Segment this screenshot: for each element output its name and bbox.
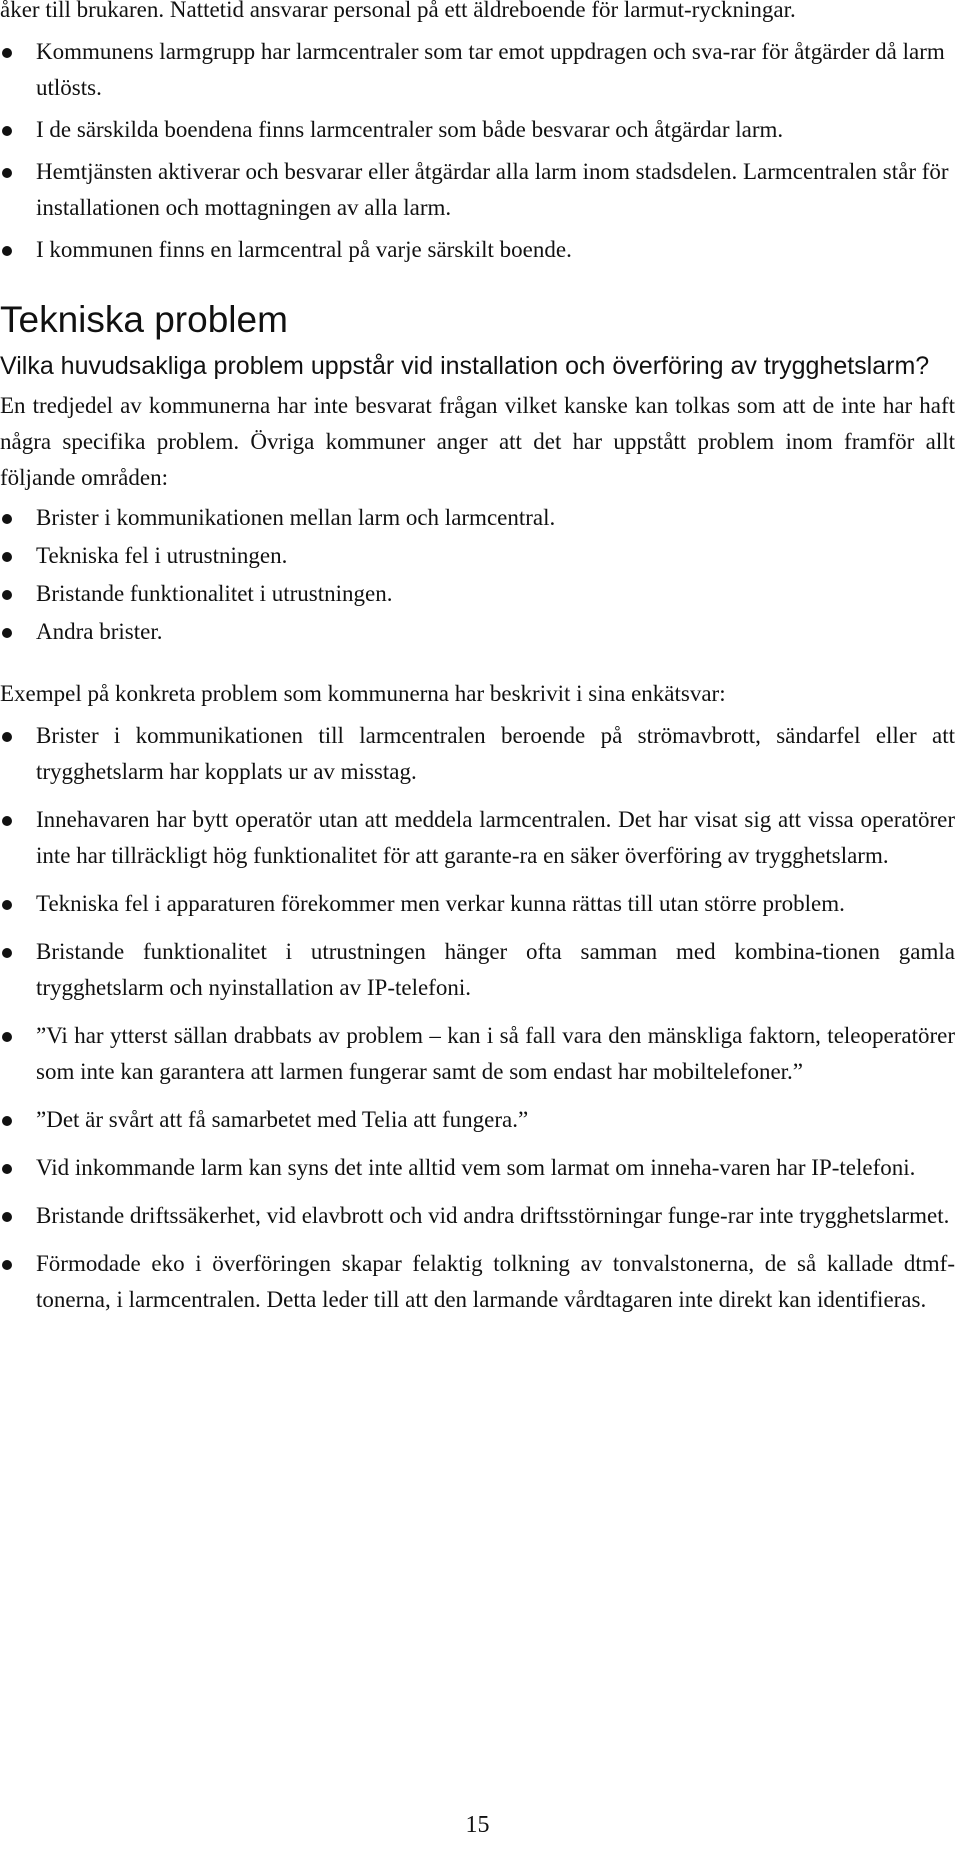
- section-subheading: Vilka huvudsakliga problem uppstår vid installation och överföring av trygghetslarm?: [0, 352, 930, 380]
- list-item: Tekniska fel i apparaturen förekommer men verkar kunna rättas till utan större problem.: [0, 886, 955, 922]
- list-item: Förmodade eko i överföringen skapar felaktig tolkning av tonvalstonerna, de så kallade dtmf-tonerna, i larmcentralen. Detta leder till att den larmande vårdtagaren inte direkt kan identifieras.: [0, 1246, 955, 1318]
- continuation-text: åker till brukaren. Nattetid ansvarar personal på ett äldreboende för larmut-ryckningar.: [0, 0, 796, 22]
- list-item: I de särskilda boendena finns larmcentraler som både besvarar och åtgärdar larm.: [0, 112, 955, 148]
- list-item: I kommunen finns en larmcentral på varje särskilt boende.: [0, 232, 955, 268]
- list-item: Tekniska fel i utrustningen.: [0, 538, 955, 574]
- list-item: Bristande driftssäkerhet, vid elavbrott och vid andra driftsstörningar funge-rar inte trygghetslarmet.: [0, 1198, 955, 1234]
- list-item: ”Det är svårt att få samarbetet med Telia att fungera.”: [0, 1102, 955, 1138]
- section-heading: Tekniska problem: [0, 299, 288, 340]
- list-item: ”Vi har ytterst sällan drabbats av problem – kan i så fall vara den mänskliga faktorn, teleoperatörer som inte kan garantera att larmen fungerar samt de som endast har mobiltelefoner.”: [0, 1018, 955, 1090]
- problem-areas-list: [0, 500, 955, 650]
- examples-list: [0, 718, 955, 1318]
- list-item: Vid inkommande larm kan syns det inte alltid vem som larmat om inneha-varen har IP-telefoni.: [0, 1150, 955, 1186]
- list-item: Bristande funktionalitet i utrustningen.: [0, 576, 955, 612]
- list-item: Andra brister.: [0, 614, 955, 650]
- list-item: Hemtjänsten aktiverar och besvarar eller åtgärdar alla larm inom stadsdelen. Larmcentralen står för installationen och mottagningen av alla larm.: [0, 154, 955, 226]
- page-number: 15: [465, 1812, 490, 1838]
- intro-bullet-list: [0, 34, 955, 268]
- list-item: Kommunens larmgrupp har larmcentraler som tar emot uppdragen och sva-rar för åtgärder då larm utlösts.: [0, 34, 955, 106]
- list-item: Innehavaren har bytt operatör utan att meddela larmcentralen. Det har visat sig att vissa operatörer inte har tillräckligt hög funktionalitet för att garante-ra en säker överföring av trygghetslarm.: [0, 802, 955, 874]
- examples-intro: Exempel på konkreta problem som kommunerna har beskrivit i sina enkätsvar:: [0, 681, 726, 706]
- section-paragraph: En tredjedel av kommunerna har inte besvarat frågan vilket kanske kan tolkas som att de inte har haft några specifika problem. Övriga kommuner anger att det har uppstått problem inom framför allt följande områden:: [0, 393, 955, 490]
- list-item: Bristande funktionalitet i utrustningen hänger ofta samman med kombina-tionen gamla trygghetslarm och nyinstallation av IP-telefoni.: [0, 934, 955, 1006]
- list-item: Brister i kommunikationen till larmcentralen beroende på strömavbrott, sändarfel eller att trygghetslarm har kopplats ur av misstag.: [0, 718, 955, 790]
- list-item: Brister i kommunikationen mellan larm och larmcentral.: [0, 500, 955, 536]
